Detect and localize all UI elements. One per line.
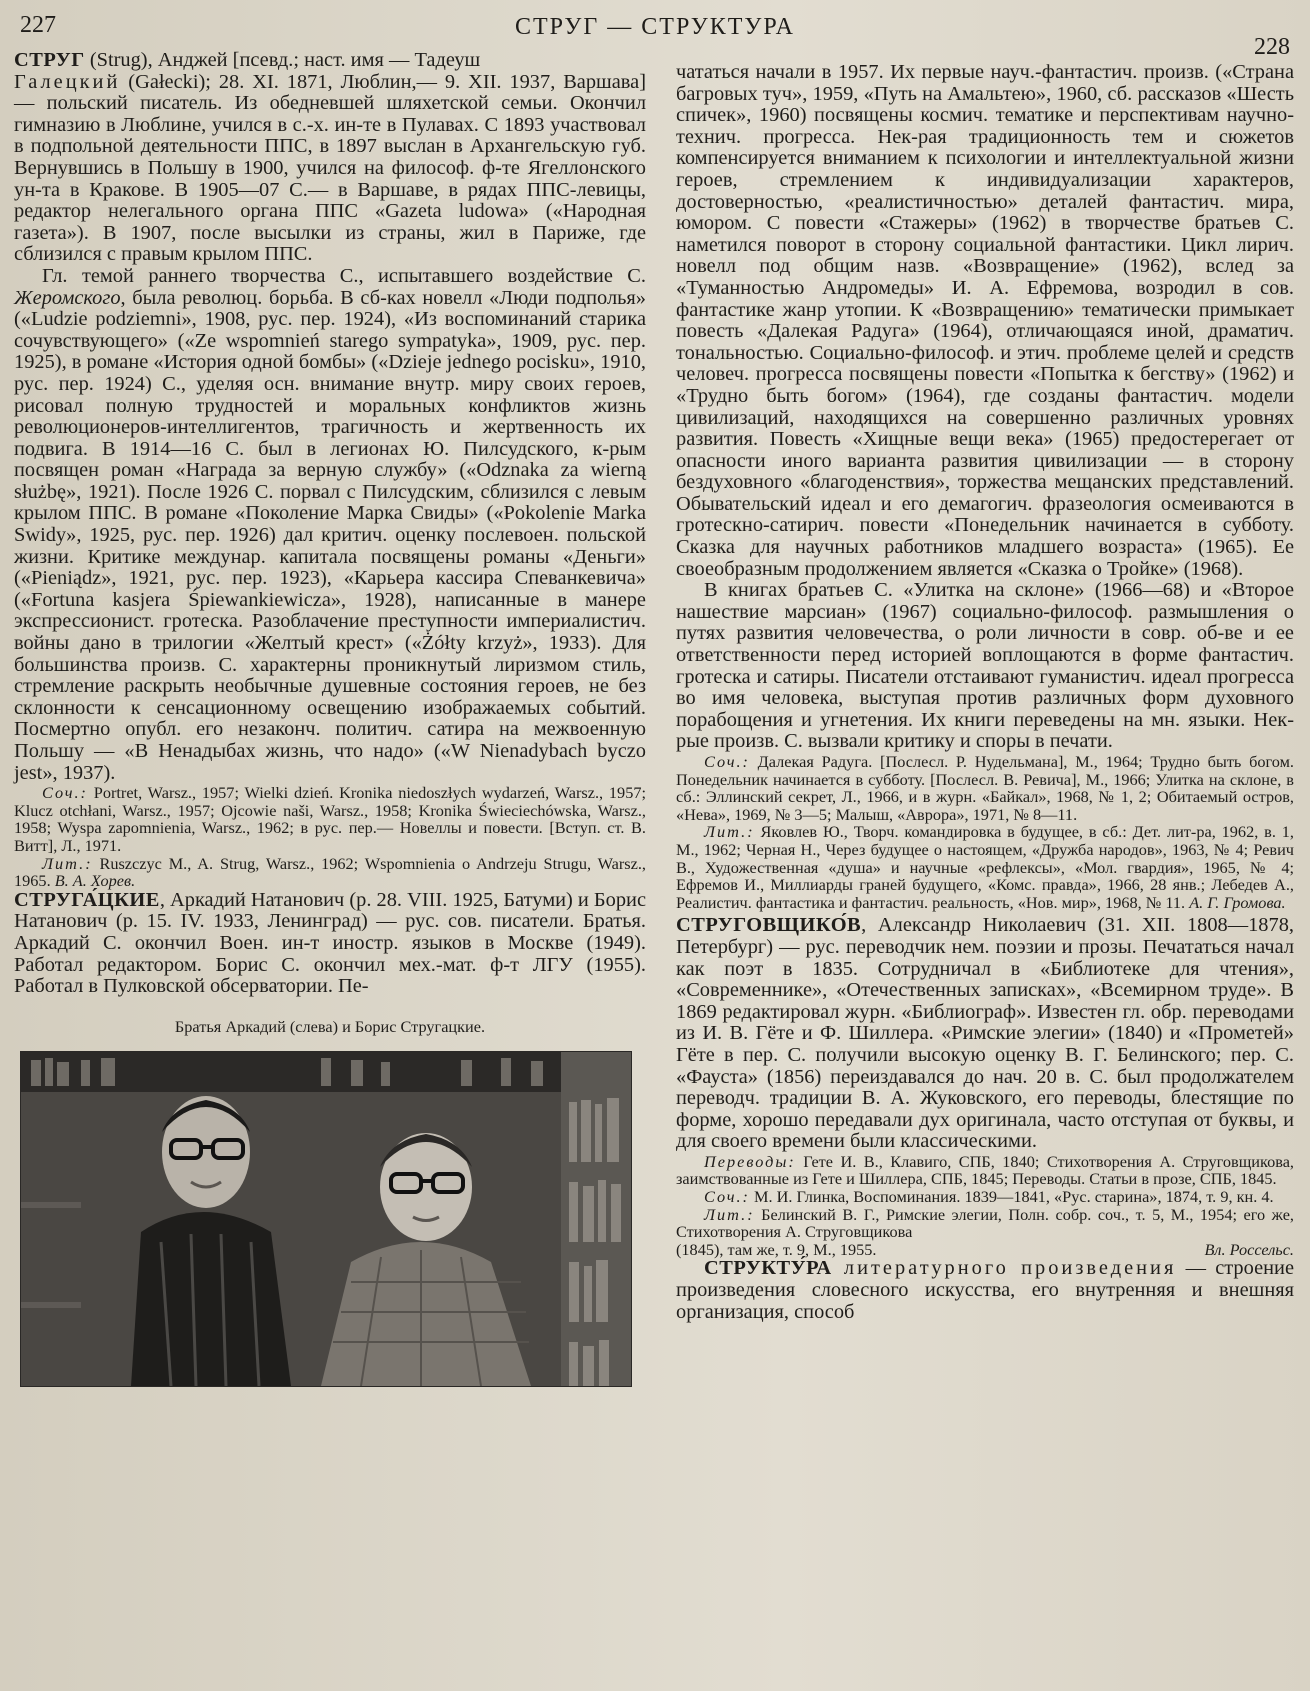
strugovshchikov-works: Соч.: М. И. Глинка, Воспоминания. 1839—1841, «Рус. старина», 1874, т. 9, кн. 4. [704, 1187, 1274, 1207]
strugatsky-brothers-photo [20, 1051, 632, 1387]
headword-struktura: СТРУКТУ́РА [704, 1257, 832, 1280]
left-column [14, 50, 646, 1387]
page-number-right: 228 [1254, 34, 1290, 60]
page-number-left: 227 [20, 12, 56, 38]
article-struktura [676, 1258, 1294, 1323]
headword-strugatsky: СТРУГА́ЦКИЕ [14, 888, 160, 911]
struktura-paragraph: СТРУКТУ́РА литературного произведения — строение произведения словесного искусства, его внутренняя и внешняя организация, способ [676, 1257, 1294, 1323]
running-head: СТРУГ — СТРУКТУРА [515, 14, 795, 40]
strugatsky-literature: Лит.: Яковлев Ю., Творч. командировка в будущее, в сб.: Дет. лит-ра, 1962, в. 1, М., 1962; Черная Н., Через будущее о настоящем, «Дружба народов», 1963, № 4; Ревич В., Художественная «душа» и научные «рефлексы», «Мол. гвардия», 1965, № 4; Ефремов И., Миллиарды граней будущего, «Комс. правда», 1966, 28 янв.; Лебедев А., Реалистич. фантастика и фантастич. реальность, «Нов. мир», 1968, № 11. А. Г. Громова. [676, 822, 1294, 912]
strug-author: В. А. Хорев. [54, 871, 136, 891]
strug-paragraph-1: СТРУГ (Strug), Анджей [псевд.; наст. имя — Тадеуш Галецкий (Gałecki); 28. XI. 1871, Люблин,— 9. XII. 1937, Варшава] — польский писатель. Из обедневшей шляхетской семьи. Окончил гимназию в Люблине, учился в с.-х. ин-те в Пулавах. С 1893 участвовал в подпольной деятельности ППС, в 1897 выслан в Архангельскую губ. Вернувшись в Польшу в 1900, учился на философ. ф-те Ягеллонского ун-та в Кракове. В 1905—07 С.— в Варшаве, в рядах ППС-левицы, редактор нелегального органа ППС «Gazeta ludowa» («Народная газета»). В 1907, после высылки из страны, жил в Париже, где сблизился с правым крылом ППС. [14, 49, 646, 266]
strugovshchikov-translations: Переводы: Гете И. В., Клавиго, СПБ, 1840; Стихотворения А. Струговщикова, заимствованные из Гете и Шиллера, СПБ, 1845; Переводы. Статьи в прозе, СПБ, 1845. [676, 1151, 1294, 1189]
strug-literature: Лит.: Ruszczyc M., A. Strug, Warsz., 1962; Wspomnienia o Andrzeju Strugu, Warsz., 1965. В. А. Хорев. [14, 853, 646, 891]
strugatsky-paragraph-2: чататься начали в 1957. Их первые науч.-фантастич. произв. («Страна багровых туч», 1959, «Путь на Амальтею», 1960, сб. рассказов «Шесть спичек», 1960) посвящены космич. тематике и перспективам научно-технич. прогресса. Нек-рая традиционность тем и сюжетов компенсируется вниманием к психологии и интеллектуальной жизни героев, стремлением к индивидуализации характеров, достоверностью, «реалистичностью» деталей фантастич. мира, юмором. С повести «Стажеры» (1962) в творчестве братьев С. наметился поворот в сторону социальной фантастики. Цикл лирич. новелл под общим назв. «Возвращение» (1962), вслед за «Туманностью Андромеды» И. А. Ефремова, возродил в сов. фантастике жанр утопии. К «Возвращению» тематически примыкает повесть «Далекая Радуга» (1964), отличающаяся иной, драматич. тональностью. Социально-философ. и этич. проблеме целей и средств человеч. прогресса посвящены повести «Попытка к бегству» (1962) и «Трудно быть богом» (1964), где созданы фантастич. модели цивилизаций, находящихся на совершенно различных уровнях развития. Повесть «Хищные вещи века» (1965) предостерегает от опасности иного варианта развития цивилизации — в сторону бездуховного «благоденствия», торжества мещанских представлений. Обывательский идеал и его демагогич. фразеология осмеиваются в гротескно-сатирич. повести «Понедельник начинается в субботу. Сказка для научных работников младшего возраста» (1965). Ее своеобразным продолжением является «Сказка о Тройке» (1968). [676, 61, 1294, 580]
spaced-name: Галецкий [14, 70, 121, 93]
strugovshchikov-author: Вл. Россельс. [1204, 1239, 1294, 1259]
strugovshchikov-paragraph: СТРУГОВЩИКО́В, Александр Николаевич (31. XII. 1808—1878, Петербург) — рус. переводчик нем. поэзии и прозы. Печататься начал как поэт в 1835. Сотрудничал в «Библиотеке для чтения», «Современнике», «Отечественных записках», «Всемирном труде». В 1869 редактировал журн. «Библиограф». Известен гл. обр. переводами из И. В. Гёте и Ф. Шиллера. «Римские элегии» (1840) и «Прометей» Гёте в пер. С. получили высокую оценку В. Г. Белинского; пер. С. «Фауста» (1856) переиздавался до нач. 20 в. С. был продолжателем переводч. традиции В. А. Жуковского, его переводы, блестящие по форме, хорошо передавали дух оригинала, часто отступая от буквы, и для своего времени были классическими. [676, 914, 1294, 1153]
strug-works: Соч.: Portret, Warsz., 1957; Wielki dzień. Kronika niedoszłych wydarzeń, Warsz., 1957; Klucz otchłani, Warsz., 1957; Ojcowie naši, Warsz., 1958; Kronika Świeciechówska, Warsz., 1958; Wyspa zapomnienia, Warsz., 1962; в рус. пер.— Новеллы и повести. [Вступ. ст. В. Витт], Л., 1971. [14, 783, 646, 855]
page-header [0, 8, 1310, 60]
strugovshchikov-literature: Лит.: Белинский В. Г., Римские элегии, Полн. собр. соч., т. 5, М., 1954; его же, Стихотворения А. Струговщикова [676, 1204, 1294, 1242]
strug-paragraph-2: Гл. темой раннего творчества С., испытавшего воздействие С. Жеромского, была революц. борьба. В сб-ках новелл «Люди подполья» («Ludzie podziemni», 1908, рус. пер. 1924), «Из воспоминаний старика сочувствующего» («Ze wspomnień starego sympatyka», 1909, рус. пер. 1925), в романе «История одной бомбы» («Dzieje jednego pocisku», 1910, рус. пер. 1924) С., уделяя осн. внимание внутр. миру своих героев, рисовал полную трудностей и моральных конфликтов жизнь революционеров-интеллигентов, трагичность и жертвенность их подвига. В 1914—16 С. был в легионах Ю. Пилсудского, к-рым посвящен роман «Награда за верную службу» («Odznaka za wierną służbę», 1921). После 1926 С. порвал с Пилсудским, сблизился с левым крылом ППС. В романе «Поколение Марка Свиды» («Pokolenie Marka Swidy», 1925, рус. пер. 1926) дал критич. оценку послевоен. польской жизни. Критике междунар. капитала посвящены романы «Деньги» («Pieniądz», 1921, рус. пер. 1923), «Карьера кассира Спеванкевича» («Fortuna kasjera Śpiewankiewicza», 1928), написанные в манере экспрессионист. гротеска. Разоблачение преступности империалистич. войны дано в трилогии «Желтый крест» («Żółty krzyż», 1933). Для большинства произв. С. характерны проникнутый лиризмом стиль, стремление раскрыть необычные душевные состояния героев, не без склонности к сенсационному освещению изображаемых событий. Посмертно опубл. его незаконч. политич. сатира на межвоенную Польшу — «В Ненадыбах жизнь, что надо» («W Nienadybach byczo jest», 1937). [14, 264, 646, 784]
strugatsky-paragraph-3: В книгах братьев С. «Улитка на склоне» (1966—68) и «Второе нашествие марсиан» (1967) социально-философ. размышления о путях развития человечества, о роли личности в совр. об-ве и ее ответственности перед историей воплощаются в форме фантастич. гротеска и сатиры. Писатели отстаивают гуманистич. идеал прогресса во имя человека, выступая против различных форм духовного порабощения и угнетения. Их книги переведены на мн. языки. Нек-рые произв. С. вызвали критику и споры в печати. [676, 579, 1294, 753]
article-strugovshchikov [676, 915, 1294, 1258]
headword-strugovshchikov: СТРУГОВЩИКО́В [676, 914, 862, 937]
strugovshchikov-literature-end: (1845), там же, т. 9, М., 1955. Вл. Россельс. [676, 1239, 1294, 1259]
strugatsky-works: Соч.: Далекая Радуга. [Послесл. Р. Нудельмана], М., 1964; Трудно быть богом. Понедельник начинается в субботу. [Послесл. В. Ревича], М., 1966; Улитка на склоне, в сб.: Эллинский секрет, Л., 1966, и в журн. «Байкал», 1968, № 1, 2; Обитаемый остров, «Нева», 1969, № 3—5; Малыш, «Аврора», 1971, № 8—11. [676, 752, 1294, 824]
headword-strug: СТРУГ [14, 49, 85, 71]
article-strugatsky [14, 890, 646, 998]
strugatsky-paragraph-1: СТРУГА́ЦКИЕ, Аркадий Натанович (р. 28. VIII. 1925, Батуми) и Борис Натанович (р. 15. IV. 1933, Ленинград) — рус. сов. писатели. Братья. Аркадий С. окончил Воен. ин-т иностр. языков в Москве (1949). Работал редактором. Борис С. окончил мех.-мат. ф-т ЛГУ (1955). Работал в Пулковской обсерватории. Пе- [14, 888, 646, 998]
photo-caption: Братья Аркадий (слева) и Борис Стругацкие. [174, 1016, 486, 1036]
right-column [676, 62, 1294, 1323]
strugatsky-author: А. Г. Громова. [1189, 892, 1286, 912]
article-strugatsky-continued [676, 62, 1294, 911]
article-strug [14, 50, 646, 890]
